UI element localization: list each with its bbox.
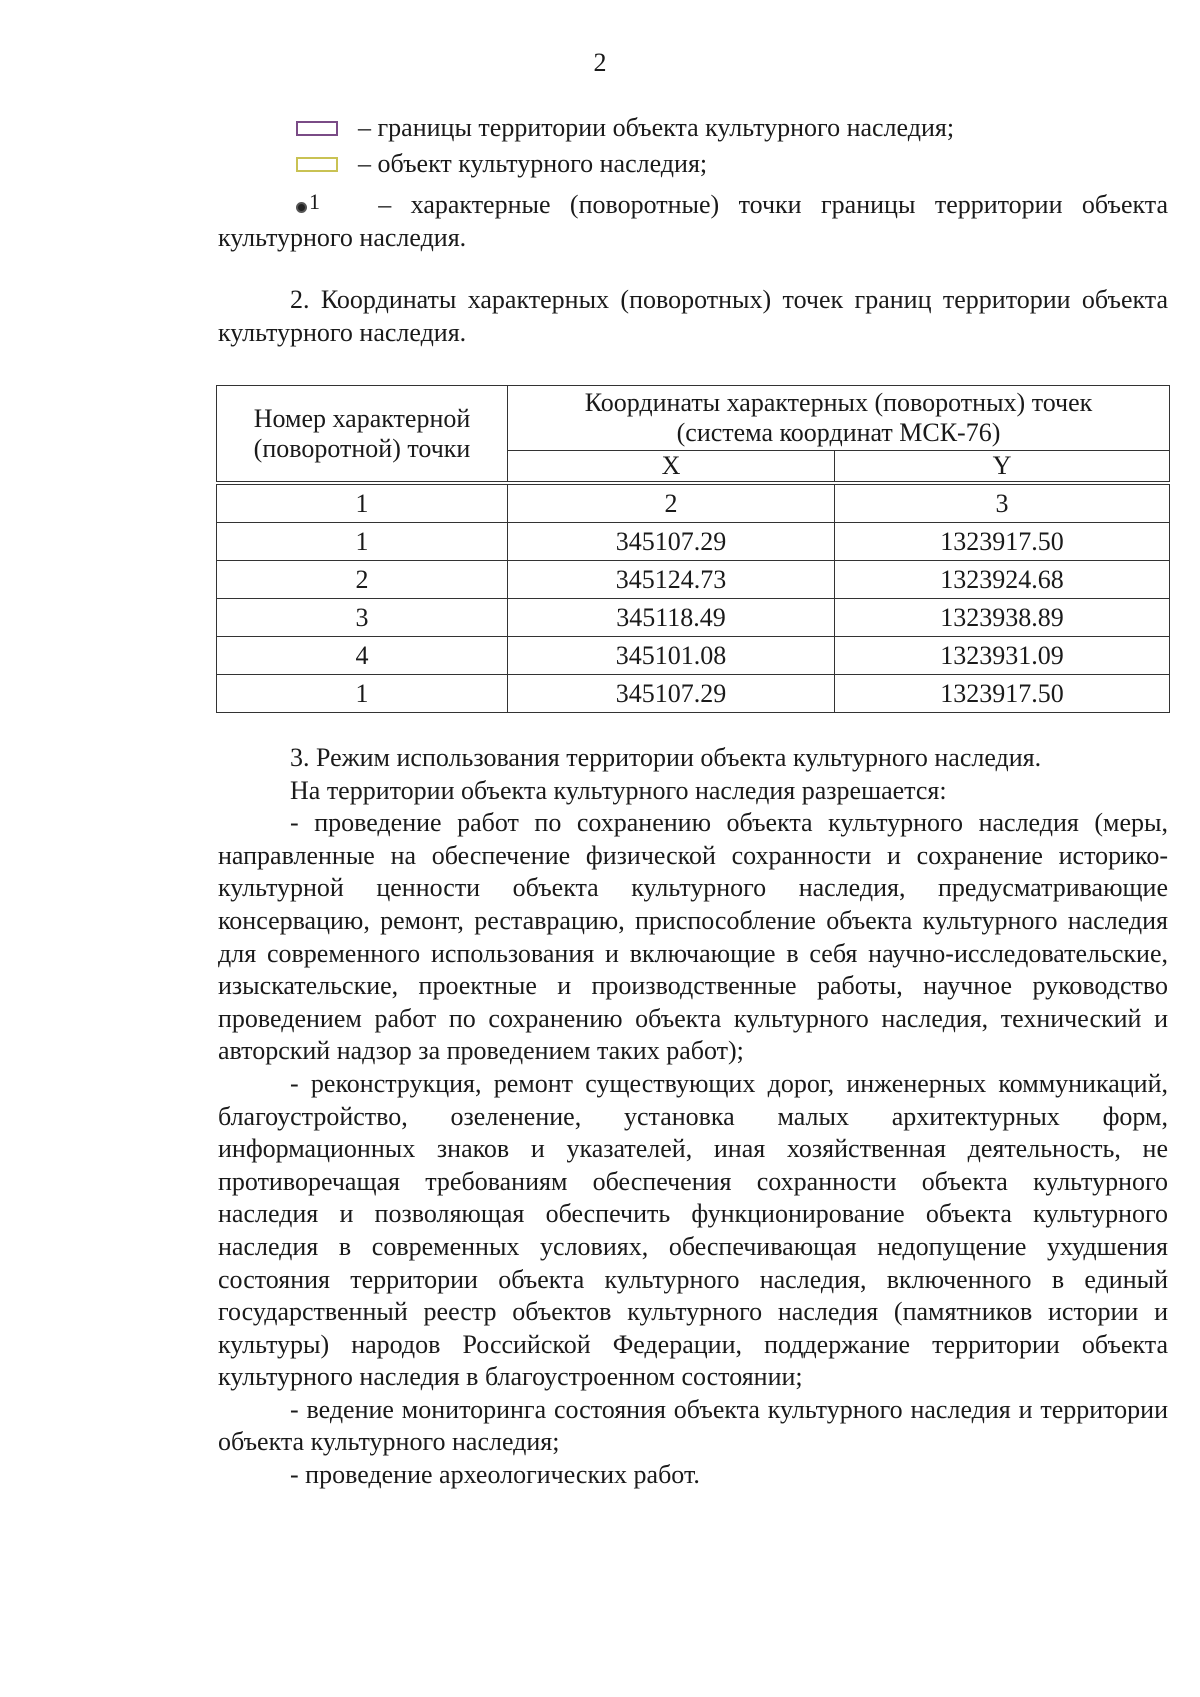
point-number-cell: 3: [217, 599, 508, 637]
table-row: [217, 637, 1170, 675]
point-marker-number: 1: [309, 189, 320, 214]
x-cell: 345124.73: [508, 561, 835, 599]
header-x: X: [508, 451, 835, 484]
legend-boundary-text: – границы территории объекта культурного наследия;: [358, 112, 955, 142]
y-cell: 1323917.50: [835, 523, 1170, 561]
section3-heading: 3. Режим использования территории объекта культурного наследия.: [290, 743, 1042, 772]
column-number-cell: 3: [835, 483, 1170, 523]
table-row: [217, 675, 1170, 713]
boundary-swatch-icon: [296, 121, 338, 136]
header-y: Y: [835, 451, 1170, 484]
allowed-item: - реконструкция, ремонт существующих дорог, инженерных коммуникаций, благоустройство, озеленение, установка малых архитектурных форм, информационных знаков и указателей, иная хозяйственная деятельность, не противоречащая требованиям обеспечения сохранности объекта культурного наследия и позволяющая обеспечить функционирование объекта культурного наследия в современных условиях, обеспечивающая недопущение ухудшения состояния территории объекта культурного наследия, включенного в единый государственный реестр объектов культурного наследия (памятников истории и культуры) народов Российской Федерации, поддержание территории объекта культурного наследия в благоустроенном состоянии;: [218, 1068, 1168, 1392]
y-cell: 1323938.89: [835, 599, 1170, 637]
allowed-item: - проведение работ по сохранению объекта культурного наследия (меры, направленные на обеспечение физической сохранности и сохранение историко-культурной ценности объекта культурного наследия, предусматривающие консервацию, ремонт, реставрацию, приспособление объекта культурного наследия для современного использования и включающие в себя научно-исследовательские, изыскательские, проектные и производственные работы, научное руководство проведением работ по сохранению объекта культурного наследия, технический и авторский надзор за проведением таких работ);: [218, 808, 1168, 1066]
column-number-cell: 2: [508, 483, 835, 523]
object-swatch-icon: [296, 157, 338, 172]
legend-object-text: – объект культурного наследия;: [358, 148, 708, 178]
point-number-cell: 4: [217, 637, 508, 675]
header-point-number: Номер характерной (поворотной) точки: [217, 386, 508, 484]
point-marker-icon: [296, 202, 307, 213]
x-cell: 345107.29: [508, 523, 835, 561]
legend-object: [218, 146, 1168, 182]
y-cell: 1323917.50: [835, 675, 1170, 713]
table-row: [217, 523, 1170, 561]
column-numbers-row: [217, 483, 1170, 523]
y-cell: 1323924.68: [835, 561, 1170, 599]
x-cell: 345107.29: [508, 675, 835, 713]
coordinates-table: [216, 385, 1170, 713]
section3-intro: На территории объекта культурного наследия разрешается:: [290, 775, 947, 805]
legend-indent: [218, 189, 296, 222]
y-cell: 1323931.09: [835, 637, 1170, 675]
point-number-cell: 1: [217, 523, 508, 561]
legend-block: [218, 110, 1168, 349]
allowed-item: - проведение археологических работ.: [290, 1460, 700, 1490]
page-number: 2: [593, 48, 607, 77]
point-number-cell: 2: [217, 561, 508, 599]
legend-points-text: – характерные (поворотные) точки границы территории объекта культурного наследия.: [218, 190, 1168, 252]
allowed-item: - ведение мониторинга состояния объекта культурного наследия и территории объекта культурного наследия;: [218, 1394, 1168, 1457]
point-number-cell: 1: [217, 675, 508, 713]
header-coordinates: Координаты характерных (поворотных) точек (система координат МСК-76): [508, 386, 1170, 451]
section2-paragraph: 2. Координаты характерных (поворотных) точек границ территории объекта культурного наследия.: [218, 285, 1168, 347]
x-cell: 345101.08: [508, 637, 835, 675]
table-row: [217, 561, 1170, 599]
legend-points: [218, 186, 1168, 254]
legend-boundary: [218, 110, 1168, 146]
section3-block: [218, 742, 1168, 1492]
column-number-cell: 1: [217, 483, 508, 523]
x-cell: 345118.49: [508, 599, 835, 637]
table-row: [217, 599, 1170, 637]
